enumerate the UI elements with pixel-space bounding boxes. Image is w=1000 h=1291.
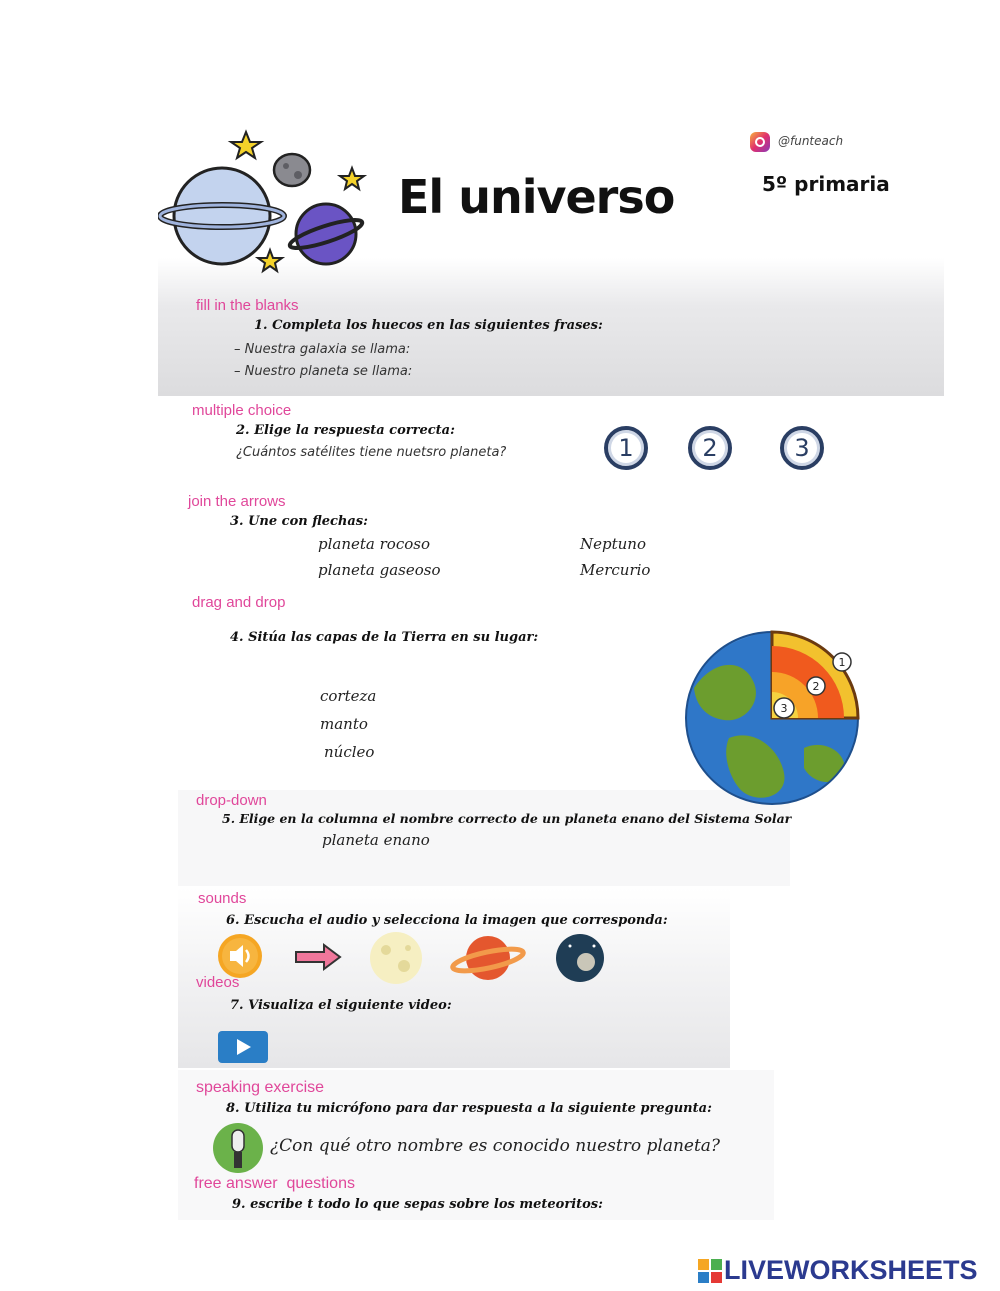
purple-planet-icon: [287, 204, 364, 264]
brand-name: LIVEWORKSHEETS: [724, 1255, 978, 1285]
type-label-drag-drop: drag and drop: [192, 594, 286, 611]
type-label-sounds: sounds: [198, 890, 247, 907]
earth-layers-illustration: [684, 628, 864, 808]
prompt-2: 2. Elige la respuesta correcta:: [236, 423, 455, 438]
drag-item-corteza[interactable]: corteza: [320, 687, 377, 705]
option-3-button[interactable]: 3: [780, 426, 824, 470]
arrow-right-icon: [296, 945, 340, 969]
video-play-button[interactable]: [218, 1031, 268, 1063]
prompt-8: 8. Utiliza tu micrófono para dar respuesta a la siguiente pregunta:: [226, 1101, 712, 1116]
star-icon: [231, 132, 261, 158]
join-right-1[interactable]: Neptuno: [580, 535, 646, 553]
liveworksheets-logo-icon: [698, 1259, 722, 1283]
star-icon: [258, 250, 282, 271]
star-icon: [340, 168, 364, 189]
night-planet-icon[interactable]: [556, 934, 604, 982]
prompt-1: 1. Completa los huecos en las siguientes frases:: [254, 318, 603, 333]
instagram-icon: [750, 132, 770, 152]
saturn-icon[interactable]: [451, 936, 525, 980]
prompt-6: 6. Escucha el audio y selecciona la imagen que corresponda:: [226, 913, 668, 928]
type-label-drop-down: drop-down: [196, 792, 267, 809]
dropdown-answer-label[interactable]: planeta enano: [322, 831, 430, 849]
asteroid-icon: [274, 154, 310, 186]
layer-marker-1-label: 1: [838, 656, 846, 669]
ringed-planet-icon: [160, 168, 284, 264]
page-title: El universo: [398, 170, 675, 224]
microphone-button[interactable]: [210, 1122, 266, 1174]
speaker-icon[interactable]: [218, 934, 262, 978]
blank-line-2[interactable]: – Nuestro planeta se llama:: [234, 364, 413, 379]
type-label-multiple-choice: multiple choice: [192, 402, 292, 419]
type-label-speaking: speaking exercise: [196, 1079, 325, 1096]
type-label-free-answer: free answer questions: [194, 1175, 355, 1192]
play-icon: [237, 1039, 251, 1055]
layer-marker-1: [833, 653, 851, 671]
blank-line-1[interactable]: – Nuestra galaxia se llama:: [234, 342, 411, 357]
join-left-1[interactable]: planeta rocoso: [318, 535, 430, 553]
prompt-4: 4. Sitúa las capas de la Tierra en su lugar:: [230, 630, 539, 645]
layer-marker-2-label: 2: [812, 680, 820, 693]
question-8: ¿Con qué otro nombre es conocido nuestro planeta?: [270, 1136, 721, 1156]
layer-marker-3: [774, 698, 794, 718]
drag-item-nucleo[interactable]: núcleo: [324, 743, 375, 761]
join-right-2[interactable]: Mercurio: [580, 561, 651, 579]
sound-row: [210, 930, 610, 988]
type-label-fill-blanks: fill in the blanks: [196, 297, 299, 314]
option-2-button[interactable]: 2: [688, 426, 732, 470]
layer-marker-3-label: 3: [780, 702, 788, 715]
prompt-5: 5. Elige en la columna el nombre correcto de un planeta enano del Sistema Solar: [222, 811, 792, 826]
microphone-icon: [213, 1123, 263, 1173]
layer-marker-2: [807, 677, 825, 695]
type-label-videos: videos: [196, 974, 240, 991]
planets-illustration: [158, 128, 378, 278]
moon-icon[interactable]: [370, 932, 422, 984]
prompt-9: 9. escribe t todo lo que sepas sobre los meteoritos:: [232, 1197, 603, 1212]
type-label-join-arrows: join the arrows: [188, 493, 286, 510]
question-2: ¿Cuántos satélites tiene nuetsro planeta?: [236, 445, 507, 460]
grade-label: 5º primaria: [762, 172, 890, 196]
prompt-3: 3. Une con flechas:: [230, 514, 368, 529]
option-1-button[interactable]: 1: [604, 426, 648, 470]
prompt-7: 7. Visualiza el siguiente video:: [230, 998, 452, 1013]
join-left-2[interactable]: planeta gaseoso: [318, 561, 441, 579]
drag-item-manto[interactable]: manto: [320, 715, 368, 733]
instagram-handle: @funteach: [778, 134, 844, 148]
